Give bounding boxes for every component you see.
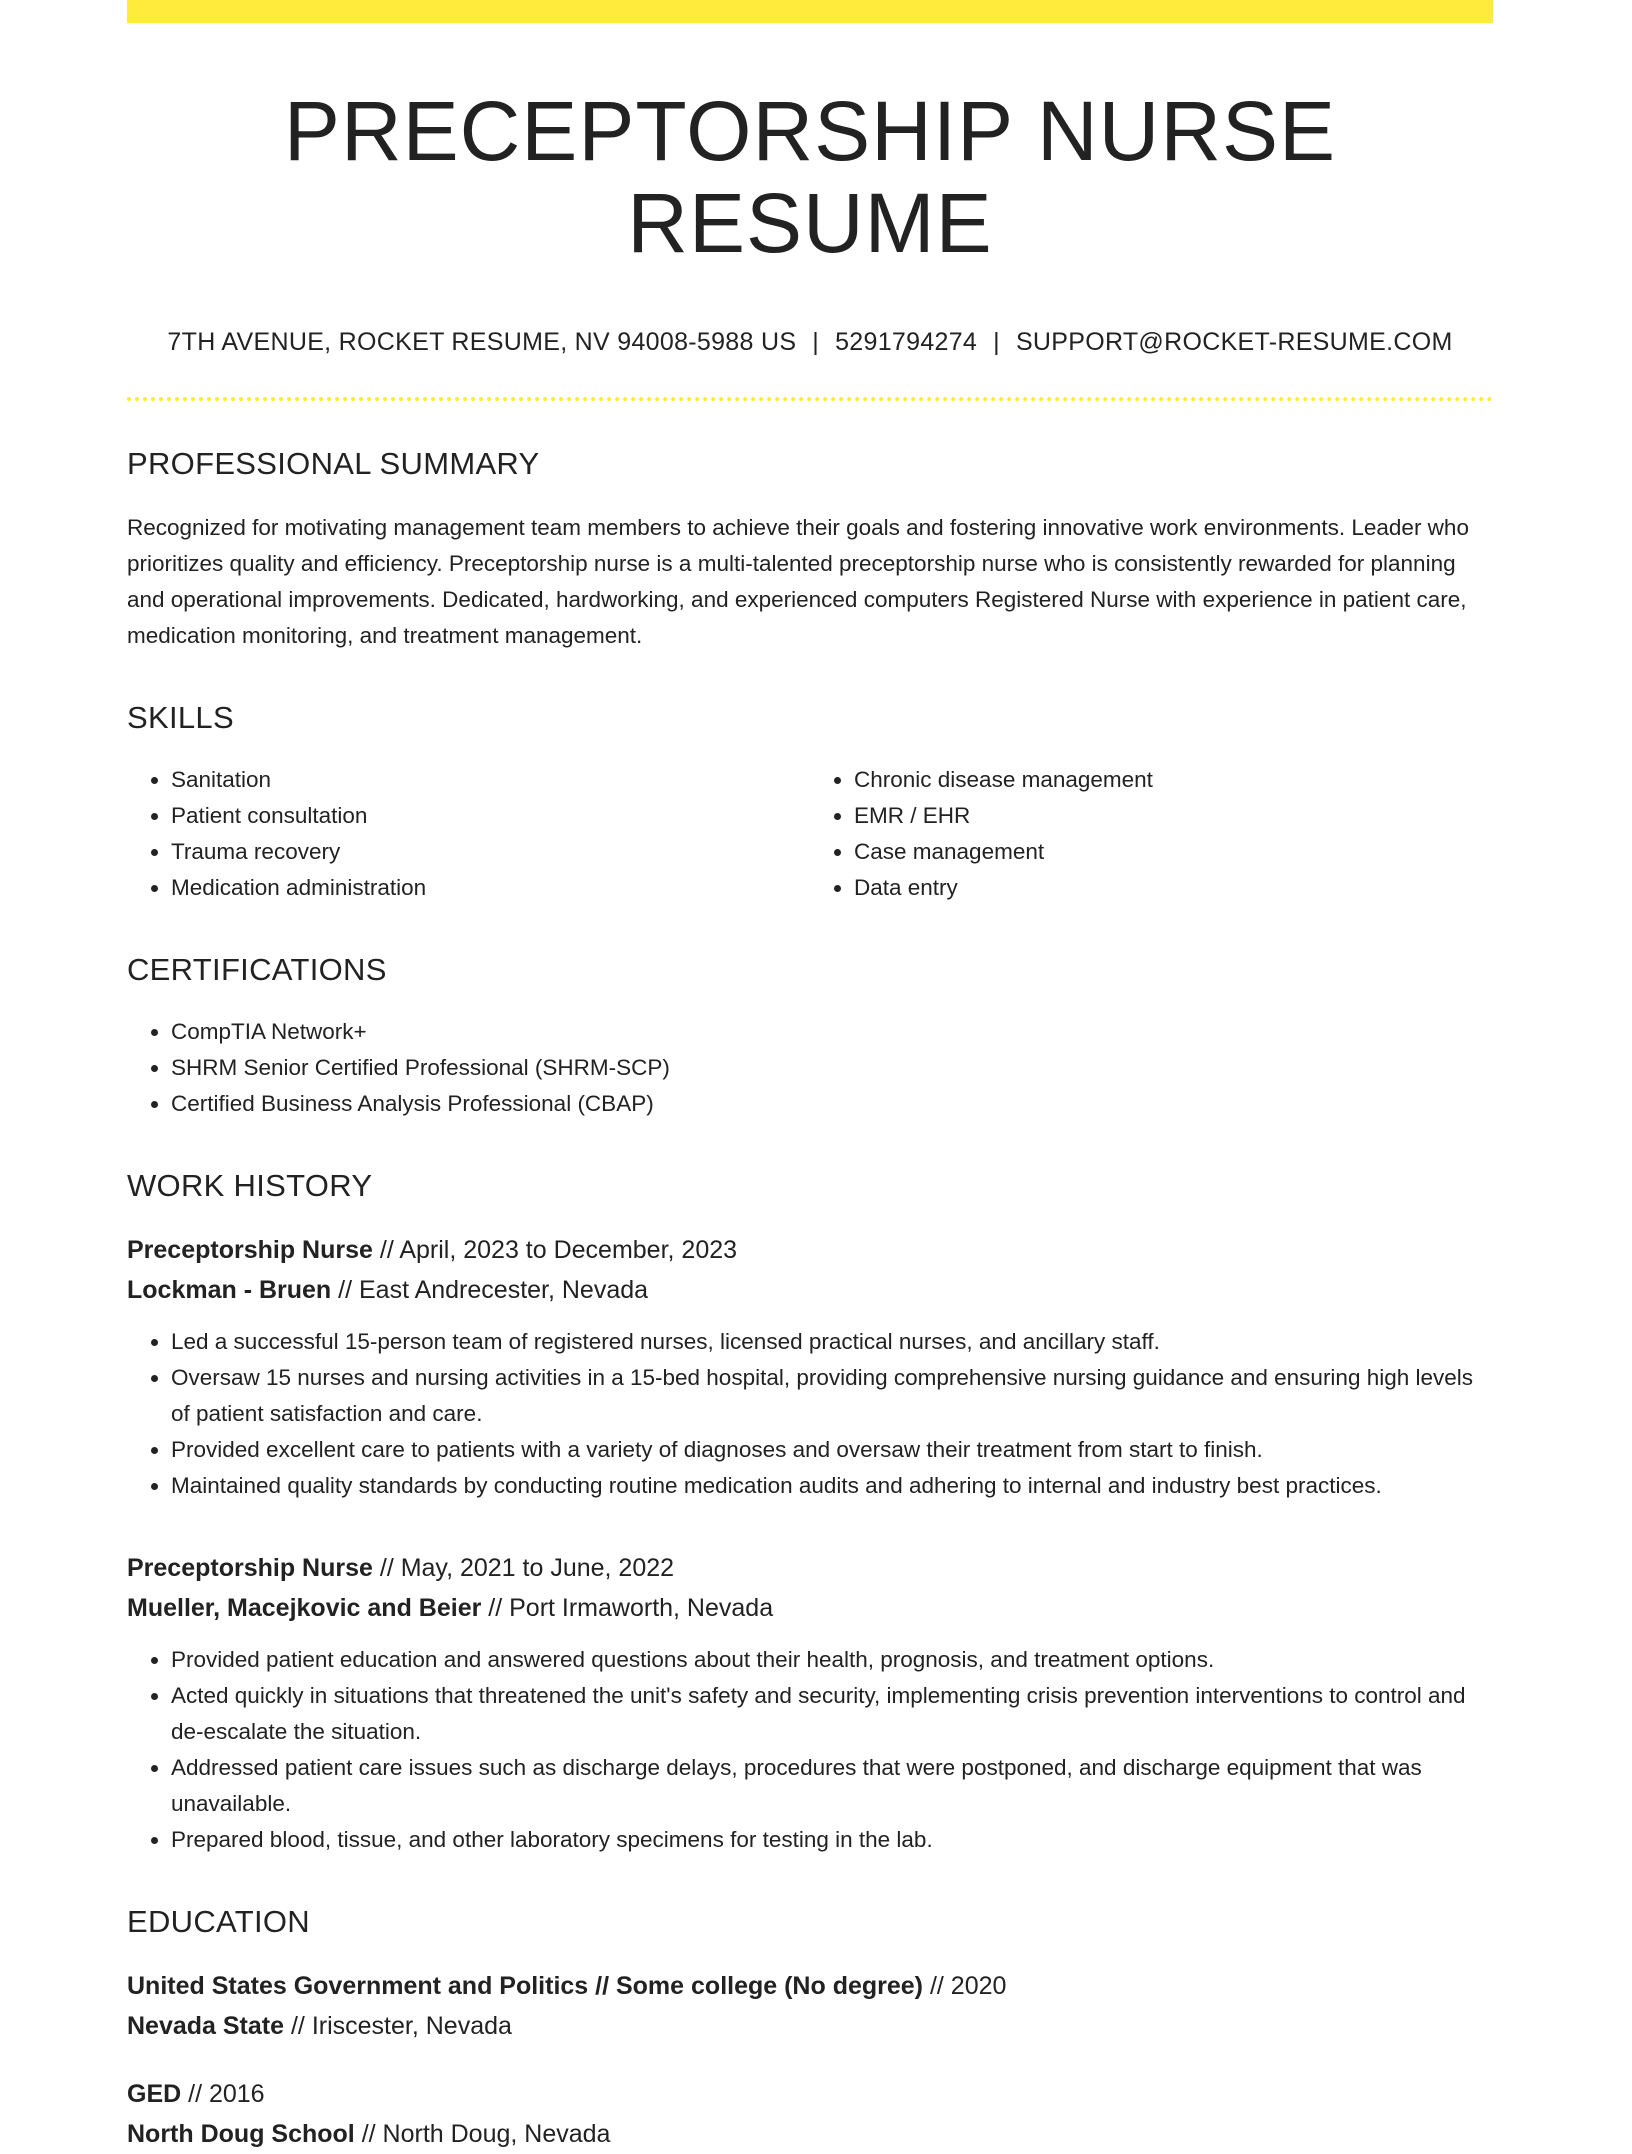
education-heading: EDUCATION: [127, 1903, 310, 1939]
job-bullets: [127, 1642, 1493, 1858]
job-title-line: [127, 1230, 1493, 1270]
certification-item: • Certified Business Analysis Professional (CBAP): [171, 1086, 1493, 1122]
job-location: // East Andrecester, Nevada: [331, 1275, 649, 1304]
education-year: // 2020: [923, 1971, 1007, 2000]
certifications-section: [127, 952, 1493, 1122]
education-school: Nevada State: [127, 2011, 285, 2040]
education-entry: [127, 2074, 1493, 2154]
job-entry: [127, 1230, 1493, 1504]
resume-page: [127, 0, 1493, 2154]
skill-item: • Data entry: [854, 870, 1493, 906]
skills-list-right: [810, 762, 1493, 906]
skills-section: [127, 700, 1493, 906]
skills-list-left: [127, 762, 810, 906]
education-degree: United States Government and Politics // Some college (No degree): [127, 1971, 924, 2000]
education-degree: GED: [127, 2079, 182, 2108]
skills-heading: SKILLS: [127, 699, 234, 735]
education-section: [127, 1904, 1493, 2154]
job-company-line: [127, 1588, 1493, 1628]
summary-heading: PROFESSIONAL SUMMARY: [127, 445, 540, 481]
job-bullet: • Provided patient education and answered questions about their health, prognosis, and treatment options.: [171, 1642, 1493, 1678]
job-company: Lockman - Bruen: [127, 1275, 332, 1304]
resume-title: PRECEPTORSHIP NURSE RESUME: [283, 84, 1337, 271]
skill-item: • Trauma recovery: [171, 834, 810, 870]
contact-email: SUPPORT@ROCKET-RESUME.COM: [1015, 327, 1453, 356]
job-location: // Port Irmaworth, Nevada: [481, 1593, 774, 1622]
skill-item: • EMR / EHR: [854, 798, 1493, 834]
education-degree-line: [127, 1966, 1493, 2006]
contact-separator: |: [812, 327, 820, 356]
education-year: // 2016: [181, 2079, 265, 2108]
contact-separator: |: [993, 327, 1000, 356]
contact-phone: 5291794274: [835, 327, 978, 356]
education-school-line: [127, 2006, 1493, 2046]
summary-section: [127, 446, 1493, 654]
job-title: Preceptorship Nurse: [127, 1553, 373, 1582]
job-bullets: [127, 1324, 1493, 1504]
education-location: // North Doug, Nevada: [354, 2119, 611, 2148]
education-school: North Doug School: [127, 2119, 355, 2148]
work-history-heading: WORK HISTORY: [127, 1167, 373, 1203]
education-degree-line: [127, 2074, 1493, 2114]
job-bullet: • Provided excellent care to patients with a variety of diagnoses and oversaw their treatment from start to finish.: [171, 1432, 1493, 1468]
education-entry: [127, 1966, 1493, 2046]
summary-text: Recognized for motivating management team members to achieve their goals and fostering innovative work environments. Leader who prioritizes quality and efficiency. Preceptorship nurse is a multi-talented preceptorship nurse who is consistently rewarded for planning and operational improvements. Dedicated, hardworking, and experienced computers Registered Nurse with experience in patient care, medication monitoring, and treatment management.: [127, 514, 1469, 648]
skill-item: • Medication administration: [171, 870, 810, 906]
job-dates: // April, 2023 to December, 2023: [372, 1235, 738, 1264]
education-school-line: [127, 2114, 1493, 2154]
skill-item: • Sanitation: [171, 762, 810, 798]
job-title: Preceptorship Nurse: [127, 1235, 373, 1264]
job-title-line: [127, 1548, 1493, 1588]
certification-item: • SHRM Senior Certified Professional (SHRM-SCP): [171, 1050, 1493, 1086]
contact-address: 7TH AVENUE, ROCKET RESUME, NV 94008-5988 US: [167, 327, 797, 356]
skills-grid: [127, 762, 1493, 906]
job-bullet: • Acted quickly in situations that threatened the unit's safety and security, implementing crisis prevention interventions to control and de-escalate the situation.: [171, 1678, 1493, 1750]
certifications-heading: CERTIFICATIONS: [127, 951, 387, 987]
contact-line: [127, 328, 1493, 357]
header-divider: [127, 397, 1493, 401]
job-bullet: • Led a successful 15-person team of registered nurses, licensed practical nurses, and ancillary staff.: [171, 1324, 1493, 1360]
skill-item: • Chronic disease management: [854, 762, 1493, 798]
work-history-section: [127, 1168, 1493, 1858]
certification-item: • CompTIA Network+: [171, 1014, 1493, 1050]
job-company: Mueller, Macejkovic and Beier: [127, 1593, 482, 1622]
job-bullet: • Maintained quality standards by conducting routine medication audits and adhering to internal and industry best practices.: [171, 1468, 1493, 1504]
certifications-list: [127, 1014, 1493, 1122]
skill-item: • Case management: [854, 834, 1493, 870]
job-company-line: [127, 1270, 1493, 1310]
job-dates: // May, 2021 to June, 2022: [372, 1553, 675, 1582]
skill-item: • Patient consultation: [171, 798, 810, 834]
top-accent-bar: [127, 0, 1493, 23]
job-bullet: • Oversaw 15 nurses and nursing activities in a 15-bed hospital, providing comprehensive nursing guidance and ensuring high levels of patient satisfaction and care.: [171, 1360, 1493, 1432]
job-entry: [127, 1548, 1493, 1858]
job-bullet: • Addressed patient care issues such as discharge delays, procedures that were postponed, and discharge equipment that was unavailable.: [171, 1750, 1493, 1822]
job-bullet: • Prepared blood, tissue, and other laboratory specimens for testing in the lab.: [171, 1822, 1493, 1858]
education-location: // Iriscester, Nevada: [284, 2011, 512, 2040]
